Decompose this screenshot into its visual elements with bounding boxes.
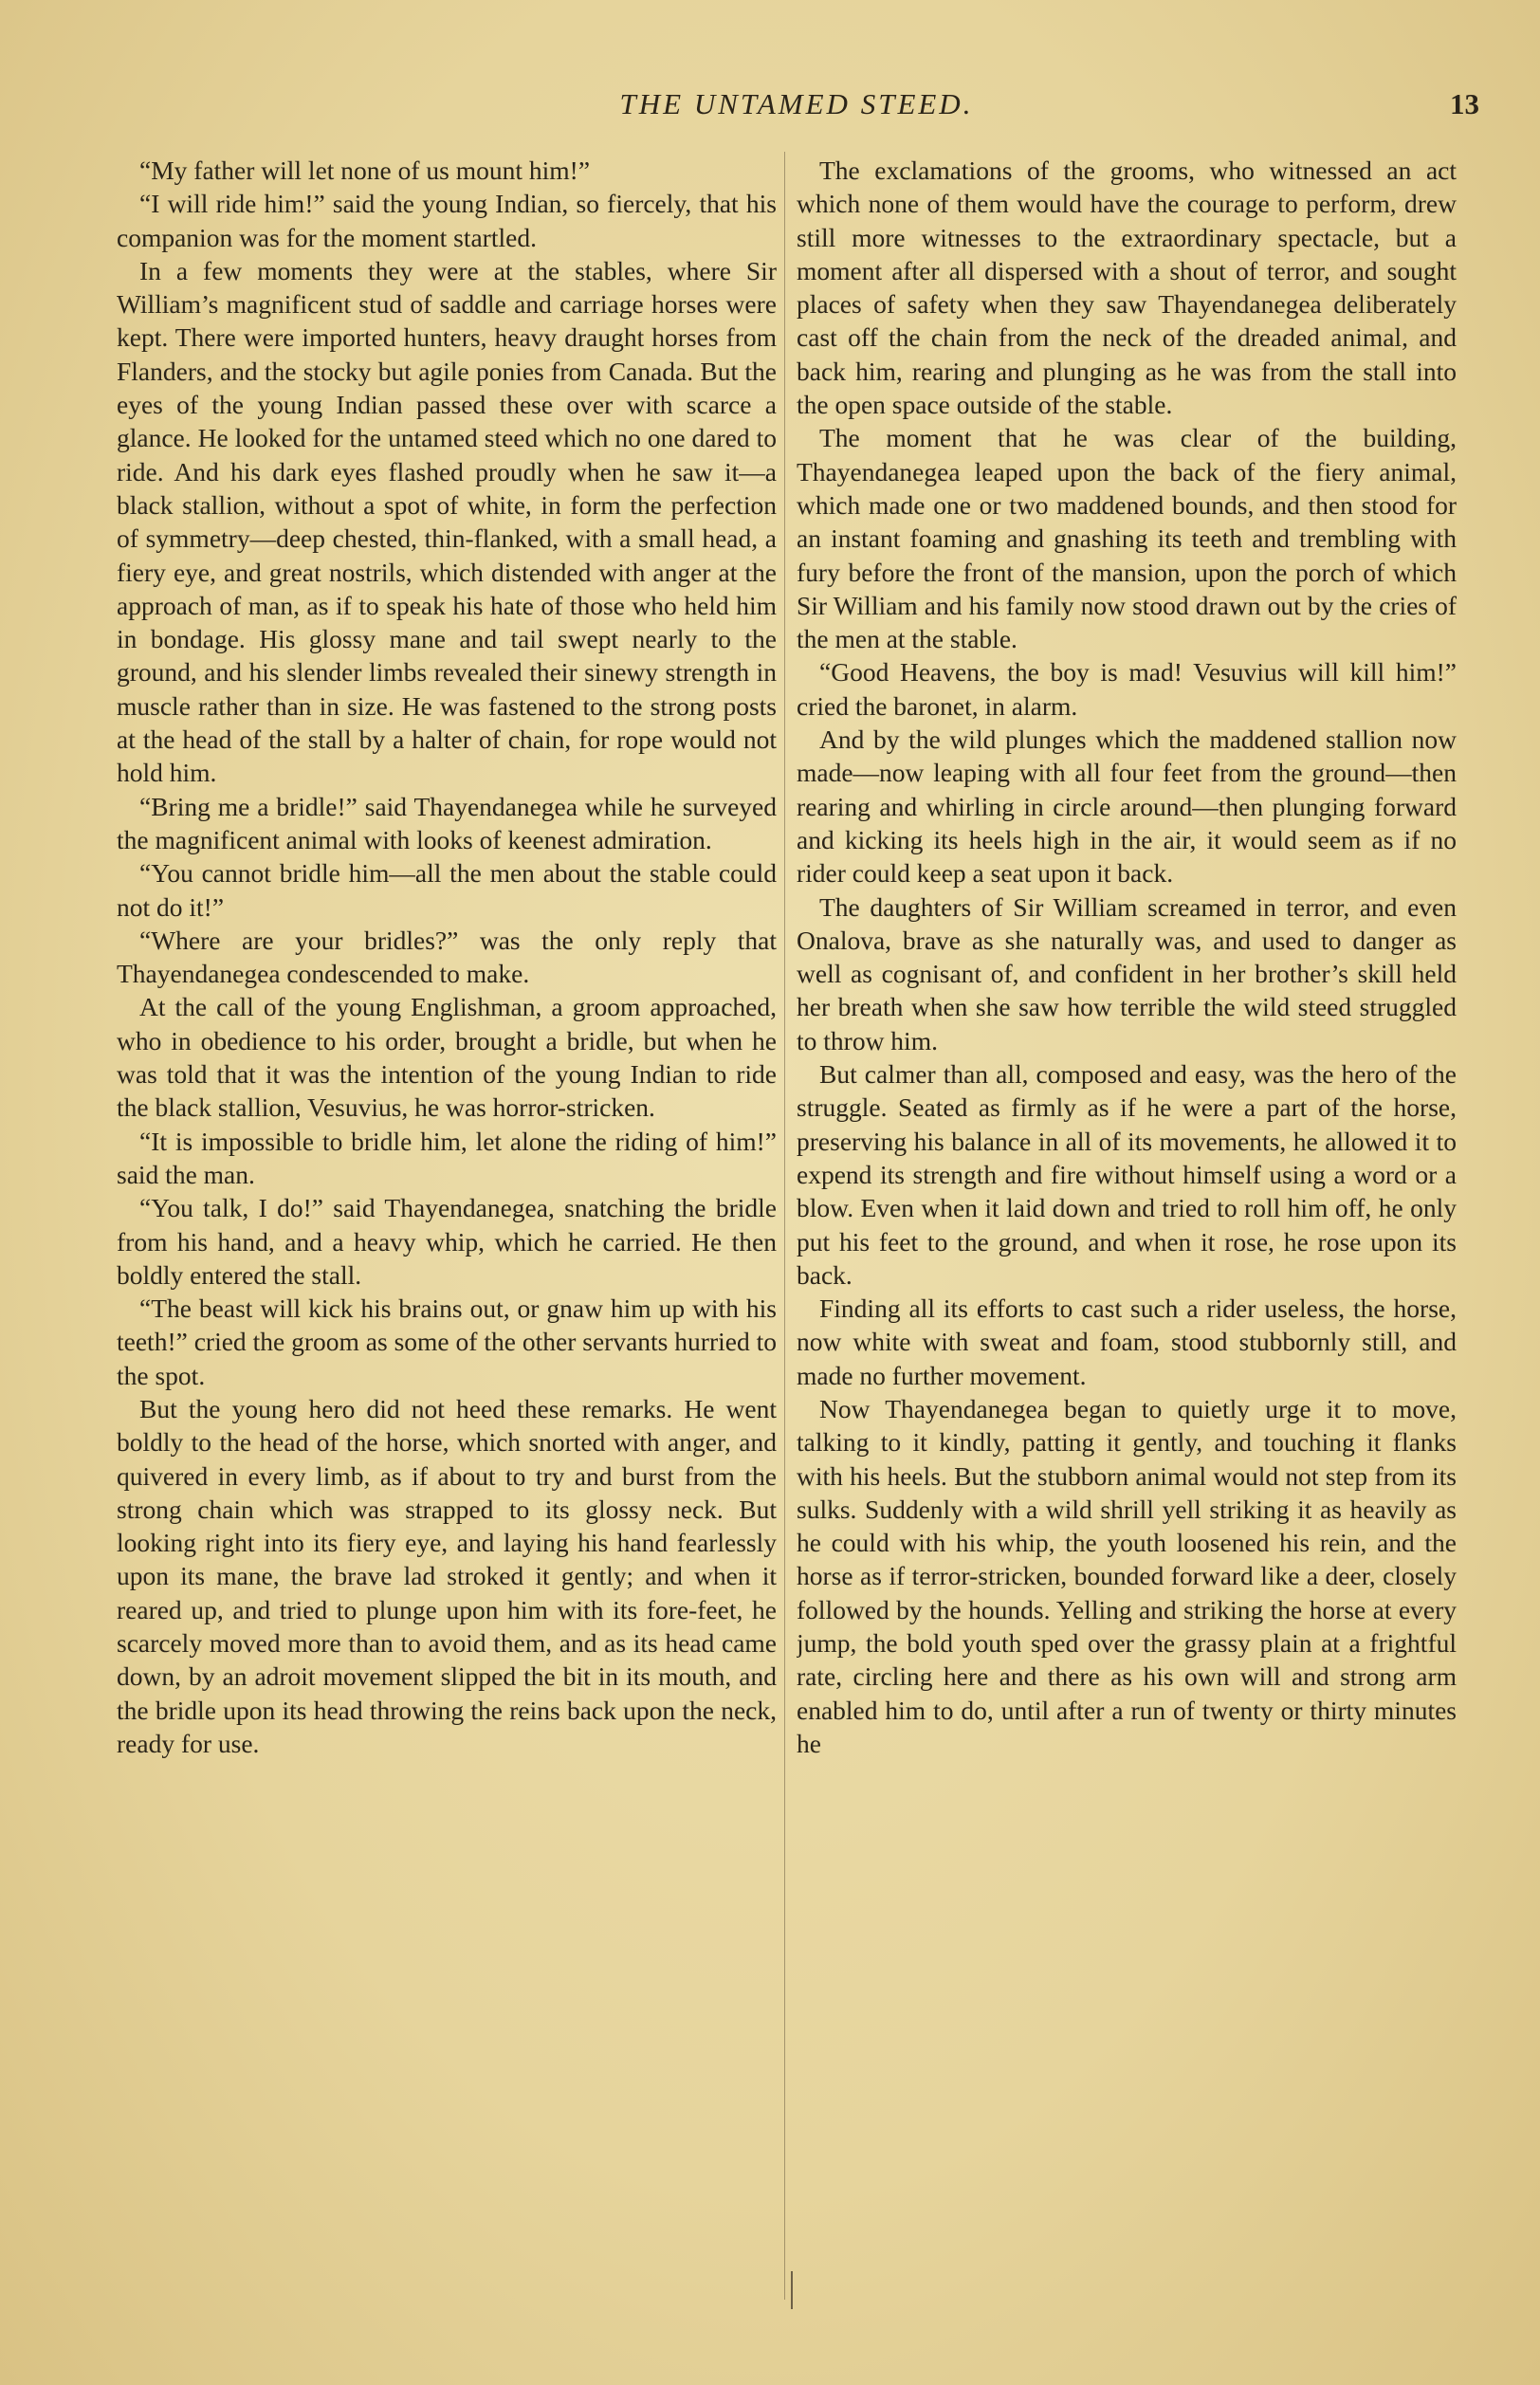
- paragraph: Finding all its efforts to cast such a rider useless, the horse, now white with sweat and foam, stood stubbornly still, and made no further movement.: [797, 1293, 1457, 1390]
- right-column: [797, 154, 1457, 2306]
- paragraph: “Good Heavens, the boy is mad! Vesuvius will kill him!” cried the baronet, in alarm.: [797, 657, 1457, 721]
- paragraph: The daughters of Sir William screamed in terror, and even Onalova, brave as she naturally was, and used to danger as well as cognisant of, and confident in her brother’s skill held her breath when she saw how terrible the wild steed struggled to throw him.: [797, 891, 1457, 1055]
- paragraph: Now Thayendanegea began to quietly urge it to move, talking to it kindly, patting it gently, and touching it flanks with his heels. But the stubborn animal would not step from its sulks. Suddenly with a wild shrill yell striking it as heavily as he could with his whip, the youth loosened his rein, and the horse as if terror-stricken, bounded forward like a deer, closely followed by the hounds. Yelling and striking the horse at every jump, the bold youth sped over the grassy plain at a frightful rate, circling here and there as his own will and strong arm enabled him to do, until after a run of twenty or thirty minutes he: [797, 1393, 1457, 1758]
- paragraph: “You cannot bridle him—all the men about the stable could not do it!”: [117, 858, 777, 922]
- column-divider: [784, 152, 785, 2300]
- page-number: 13: [1450, 87, 1479, 120]
- page-header: [114, 87, 1479, 135]
- paragraph: “The beast will kick his brains out, or gnaw him up with his teeth!” cried the groom as some of the other servants hurried to the spot.: [117, 1293, 777, 1390]
- paragraph: But calmer than all, composed and easy, was the hero of the struggle. Seated as firmly as if he were a part of the horse, preserving his balance in all of its movements, he allowed it to expend its strength and fire without himself using a word or a blow. Even when it laid down and tried to roll him off, he only put his feet to the ground, and when it rose, he rose upon its back.: [797, 1059, 1457, 1290]
- paragraph: The moment that he was clear of the building, Thayendanegea leaped upon the back of the fiery animal, which made one or two maddened bounds, and then stood for an instant foaming and gnashing its teeth and trembling with fury before the front of the mansion, upon the porch of which Sir William and his family now stood drawn out by the cries of the men at the stable.: [797, 423, 1457, 654]
- paragraph: “I will ride him!” said the young Indian, so fiercely, that his companion was for the moment startled.: [117, 189, 777, 252]
- column-end-mark: [791, 2271, 793, 2309]
- paragraph: “You talk, I do!” said Thayendanegea, snatching the bridle from his hand, and a heavy whip, which he carried. He then boldly entered the stall.: [117, 1193, 777, 1290]
- running-title: THE UNTAMED STEED.: [619, 87, 974, 120]
- left-column: [117, 154, 777, 2306]
- paragraph: The exclamations of the grooms, who witnessed an act which none of them would have the courage to perform, drew still more witnesses to the extraordinary spectacle, but a moment after all dispersed with a shout of terror, and sought places of safety when they saw Thayendanegea deliberately cast off the chain from the neck of the dreaded animal, and back him, rearing and plunging as he was from the stall into the open space outside of the stable.: [797, 156, 1457, 420]
- paragraph: “Bring me a bridle!” said Thayendanegea while he surveyed the magnificent animal with looks of keenest admiration.: [117, 791, 777, 854]
- paragraph: “Where are your bridles?” was the only reply that Thayendanegea condescended to make.: [117, 925, 777, 989]
- paragraph: And by the wild plunges which the maddened stallion now made—now leaping with all four feet from the ground—then rearing and whirling in circle around—then plunging forward and kicking its heels high in the air, it would seem as if no rider could keep a seat upon it back.: [797, 725, 1457, 889]
- paragraph: “It is impossible to bridle him, let alone the riding of him!” said the man.: [117, 1126, 777, 1189]
- paragraph: But the young hero did not heed these remarks. He went boldly to the head of the horse, which snorted with anger, and quivered in every limb, as if about to try and burst from the strong chain which was strapped to its glossy neck. But looking right into its fiery eye, and laying his hand fearlessly upon its mane, the brave lad stroked it gently; and when it reared up, and tried to plunge upon him with its fore-feet, he scarcely moved more than to avoid them, and as its head came down, by an adroit movement slipped the bit in its mouth, and the bridle upon its head throwing the reins back upon the neck, ready for use.: [117, 1393, 777, 1758]
- paragraph: At the call of the young Englishman, a groom approached, who in obedience to his order, brought a bridle, but when he was told that it was the intention of the young Indian to ride the black stallion, Vesuvius, he was horror-stricken.: [117, 992, 777, 1123]
- paragraph: In a few moments they were at the stables, where Sir William’s magnificent stud of saddle and carriage horses were kept. There were imported hunters, heavy draught horses from Flanders, and the stocky but agile ponies from Canada. But the eyes of the young Indian passed these over with scarce a glance. He looked for the untamed steed which no one dared to ride. And his dark eyes flashed proudly when he saw it—a black stallion, without a spot of white, in form the perfection of symmetry—deep chested, thin-flanked, with a small head, a fiery eye, and great nostrils, which distended with anger at the approach of man, as if to speak his hate of those who held him in bondage. His glossy mane and tail swept nearly to the ground, and his slender limbs revealed their sinewy strength in muscle rather than in size. He was fastened to the strong posts at the head of the stall by a halter of chain, for rope would not hold him.: [117, 255, 777, 788]
- paragraph: “My father will let none of us mount him!”: [139, 156, 591, 185]
